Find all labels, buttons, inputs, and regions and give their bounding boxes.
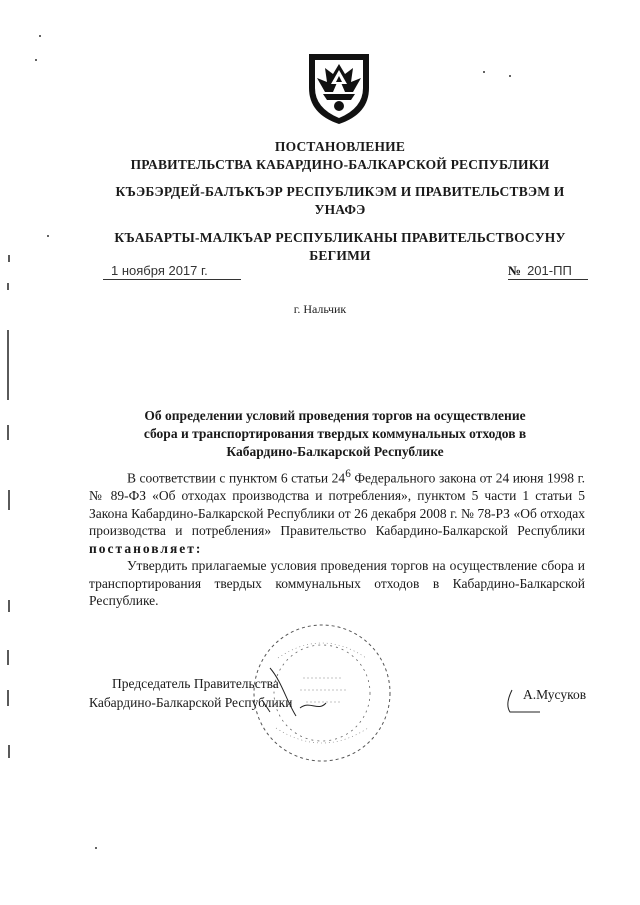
signatory-title <box>89 674 292 712</box>
body-paragraph-1 <box>89 466 585 557</box>
signatory-position: Председатель Правительства <box>112 676 279 691</box>
body-p1-start: В соответствии с пунктом 6 статьи 24 <box>127 470 346 486</box>
number-value: 201-ПП <box>527 263 572 278</box>
title-balkar-line-2: БЕГИМИ <box>309 248 371 263</box>
document-city: г. Нальчик <box>293 302 347 316</box>
title-balkar <box>80 229 600 265</box>
document-date: 1 ноября 2017 г. <box>103 262 241 280</box>
document-subject <box>120 407 550 461</box>
coat-of-arms-icon <box>303 48 375 126</box>
subject-line-3: Кабардино-Балкарской Республике <box>226 444 444 459</box>
body-p1-superscript: 6 <box>345 468 351 480</box>
document-title <box>80 138 600 174</box>
document-body <box>89 466 585 610</box>
title-balkar-line-1: КЪАБАРТЫ-МАЛКЪАР РЕСПУБЛИКАНЫ ПРАВИТЕЛЬСТВОСУНУ <box>114 230 566 245</box>
signatory-name: А.Мусуков <box>523 687 587 702</box>
subject-line-1: Об определении условий проведения торгов на осуществление <box>144 408 526 423</box>
document-number <box>508 262 588 280</box>
body-paragraph-2: Утвердить прилагаемые условия проведения торгов на осуществление сбора и транспортирования твердых коммунальных отходов в Кабардино-Балкарской Республике. <box>89 558 585 608</box>
title-kabardian <box>80 183 600 219</box>
subject-line-2: сбора и транспортирования твердых коммунальных отходов в <box>143 426 527 441</box>
body-p1-rest: Федерального закона от 24 июня 1998 г. № 89-ФЗ «Об отходах производства и потребления», пунктом 5 части 1 статьи 5 Закона Кабардино-Балкарской Республики от 26 декабря 2008 г. № 78-РЗ «Об отходах производства и потребления» Правительство Кабардино-Балкарской Республики <box>89 470 585 538</box>
title-line-2: ПРАВИТЕЛЬСТВА КАБАРДИНО-БАЛКАРСКОЙ РЕСПУБЛИКИ <box>130 157 550 172</box>
title-kabardian-line-1: КЪЭБЭРДЕЙ-БАЛЪКЪЭР РЕСПУБЛИКЭМ И ПРАВИТЕЛЬСТВЭМ И <box>115 184 565 199</box>
title-kabardian-line-2: УНАФЭ <box>314 202 366 217</box>
signatory-organization: Кабардино-Балкарской Республики <box>89 695 293 710</box>
number-label: № <box>508 263 522 278</box>
title-line-1: ПОСТАНОВЛЕНИЕ <box>274 139 406 154</box>
body-p1-verb: постановляет: <box>89 540 203 556</box>
